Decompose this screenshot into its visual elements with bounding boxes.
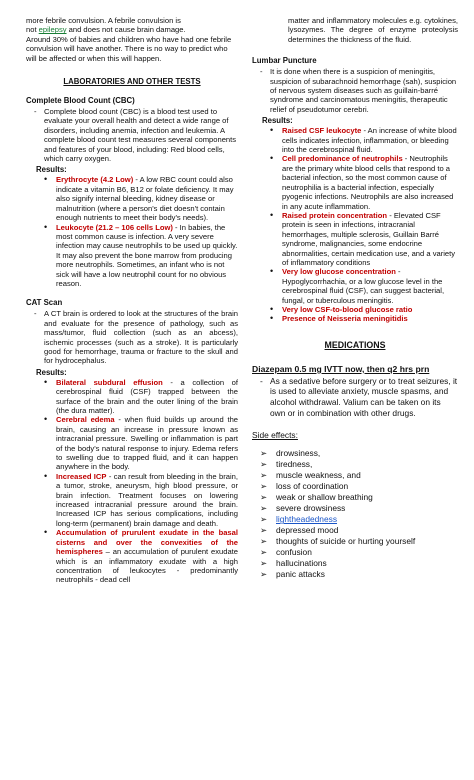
lp-results-label: Results: [262,116,293,126]
list-item [260,503,458,514]
result-heading: Raised protein concentration [282,210,388,220]
list-item [44,378,238,416]
result-text: - Elevated CSF protein is seen in infections, intracranial hemorrhages, multiple sclerosis, Guillain Barré syndrome, malignancies, some endocrine abnormalities, certain medication use, and a variety of inflammatory conditions [282,210,456,267]
side-effects-list [252,448,458,580]
list-item [270,267,458,305]
cbc-results-list [26,175,238,288]
ct-title: CAT Scan [26,298,63,308]
cbc-description [26,107,238,163]
intro-text: not [26,25,39,35]
ct-results-label: Results: [36,367,67,377]
side-effect-text: weak or shallow breathing [276,492,373,503]
arrow-bullet-icon: ➢ [260,470,268,481]
left-column [26,16,238,585]
side-effect-text: drowsiness, [276,448,321,459]
list-item [44,415,238,471]
list-item [44,472,238,528]
result-text: - An increase of white blood cells indicates infection, inflammation, or bleeding into the cerebrospinal fluid. [282,126,457,155]
medications-title: MEDICATIONS [324,339,386,350]
cbc-title: Complete Blood Count (CBC) [26,96,135,106]
result-text: - A low RBC count could also indicate a vitamin B6, B12 or folate deficiency. It may also signify internal bleeding, kidney disease or malnutrition (where a person's diet doesn't contain enough nutrients to meet their body's needs). [56,175,234,223]
result-heading: Cell predominance of neutrophils [282,154,403,164]
result-heading: Erythrocyte (4.2 Low) [56,175,134,185]
lumbar-puncture-title: Lumbar Puncture [252,56,317,66]
diazepam-desc-text: As a sedative before surgery or to treat seizures, it is used to alleviate anxiety, muscle spasms, and alcohol withdrawal. Valium can be taken on its own or in combination with other drugs. [270,375,458,418]
ct-description [26,309,238,365]
arrow-bullet-icon: ➢ [260,569,268,580]
list-item [260,514,458,525]
list-item [260,525,458,536]
dash-marker: - [34,107,37,117]
side-effect-text: confusion [276,547,312,558]
arrow-bullet-icon: ➢ [260,525,268,536]
arrow-bullet-icon: ➢ [260,547,268,558]
list-item [270,126,458,154]
side-effect-text: thoughts of suicide or hurting yourself [276,536,416,547]
list-item [260,481,458,492]
list-item [260,536,458,547]
side-effect-text: depressed mood [276,525,339,536]
side-effect-text: hallucinations [276,558,327,569]
diazepam-title: Diazepam 0.5 mg IVTT now, then q2 hrs prn [252,363,430,374]
side-effect-text: loss of coordination [276,481,349,492]
side-effect-text: muscle weakness, and [276,470,361,481]
list-item [260,470,458,481]
arrow-bullet-icon: ➢ [260,492,268,503]
list-item [44,223,238,289]
list-item [260,459,458,470]
side-effect-text: severe drowsiness [276,503,346,514]
list-item [260,569,458,580]
result-text: - In babies, the most common cause is infection. A very severe infection may cause neutrophils to be used up quickly. It may also prevent the bone marrow from producing more neutrophils. Sometimes, an infant who is not sick will have a low neutrophil count for no obvious reason. [56,222,238,288]
lp-results-list [252,126,458,324]
result-text: - can result from bleeding in the brain, a tumor, stroke, aneurysm, high blood pressure, or brain infection. Treatment focuses on lowering increased intracranial pressure around the brain. Increased ICP has serious complications, including long-term (permanent) brain damage and death. [56,471,238,528]
dash-marker: - [260,375,263,386]
arrow-bullet-icon: ➢ [260,514,268,525]
lp-desc-text: It is done when there is a suspicion of meningitis, suspicion of subarachnoid hemorrhage (sah), suspicion of nervous system diseases such as guillain-barré syndrome and carcinomatous meningitis, therapeutic relief of pseudotumor cerebri. [270,67,457,114]
intro-line-1: more febrile convulsion. A febrile convulsion is [26,16,181,25]
arrow-bullet-icon: ➢ [260,558,268,569]
lightheadedness-link[interactable]: lightheadedness [276,514,338,525]
list-item [44,175,238,222]
ct-desc-text: A CT brain is ordered to look at the structures of the brain and evaluate for the presence of pathology, such as mass/tumor, fluid collection (such as an abcess), ischemic processes (such as a stroke). It is particularly good for hemorrhage, trauma or fracture to the skull and for hydrocephalus. [44,309,238,366]
list-item [270,314,458,323]
ct-results-list [26,378,238,585]
arrow-bullet-icon: ➢ [260,536,268,547]
labs-section-title: LABORATORIES AND OTHER TESTS [63,77,201,87]
lp-description [252,67,458,114]
arrow-bullet-icon: ➢ [260,503,268,514]
result-text: - Hypoglycorrhachia, or a low glucose level in the cerebrospinal fluid (CSF), can suggest bacterial, fungal, or tuberculous meningitis. [282,267,445,305]
result-text: - a collection of cerebrospinal fluid (CSF) trapped between the surface of the brain and the outer lining of the brain (the dura matter). [56,377,238,415]
result-heading: Accumulation of prurulent exudate in the basal cisterns and over the convexities of the hemispheres [56,528,238,557]
side-effect-text: tiredness, [276,459,313,470]
list-item [270,154,458,210]
result-heading: Bilateral subdural effusion [56,377,163,387]
side-effect-text: panic attacks [276,569,325,580]
diazepam-description [252,376,458,418]
list-item [260,448,458,459]
result-heading: Very low glucose concentration [282,267,396,277]
intro-line-2 [26,25,238,34]
dash-marker: - [34,309,37,319]
list-item [270,211,458,267]
cbc-results-label: Results: [36,165,67,175]
result-heading: Leukocyte (21.2 – 106 cells Low) [56,222,173,232]
list-item [260,558,458,569]
epilepsy-link[interactable]: epilepsy [38,25,67,35]
list-item [44,528,238,584]
result-heading: Increased ICP [56,471,107,481]
result-text: – an accumulation of purulent exudate which is an inflammatory exudate with a high concentration of leukocytes - predominantly neutrophils - dead cell [56,547,238,585]
result-heading: Presence of Neisseria meningitidis [282,314,408,324]
side-effects-title: Side effects: [252,430,298,441]
arrow-bullet-icon: ➢ [260,448,268,459]
right-column [252,16,458,580]
continuation-text: matter and inflammatory molecules e.g. cytokines, lysozymes. The degree of enzyme proteolysis determines the thickness of the fluid. [288,16,458,44]
intro-rest: Around 30% of babies and children who have had one febrile convulsion will have another. There is no way to predict who will be affected or when this will happen. [26,34,232,63]
arrow-bullet-icon: ➢ [260,459,268,470]
arrow-bullet-icon: ➢ [260,481,268,492]
list-item [260,547,458,558]
intro-text: and does not cause brain damage. [66,25,186,35]
result-text: - when fluid builds up around the brain, causing an increase in pressure known as intracranial pressure. Swelling or inflammation is part of the body's natural response to injury. Edema refers to swelling due to trapped fluid, and it can happen anywhere in the body. [56,415,239,472]
result-heading: Cerebral edema [56,415,115,425]
cbc-desc-text: Complete blood count (CBC) is a blood test used to evaluate your overall health and detect a wide range of disorders, including anemia, infection and leukemia. A complete blood count test measures several components and features of your blood, including: Red blood cells, which carry oxygen. [44,107,237,164]
result-heading: Raised CSF leukocyte [282,126,362,136]
list-item [270,305,458,314]
list-item [260,492,458,503]
dash-marker: - [260,67,263,77]
result-text: - Neutrophils are the primary white blood cells that respond to a bacterial infection, so the most common cause of neutrophilia is a bacterial infection, especially pyogenic infections. Neutrophils are also increased in any acute inflammation. [282,154,454,211]
result-heading: Very low CSF-to-blood glucose ratio [282,304,413,314]
